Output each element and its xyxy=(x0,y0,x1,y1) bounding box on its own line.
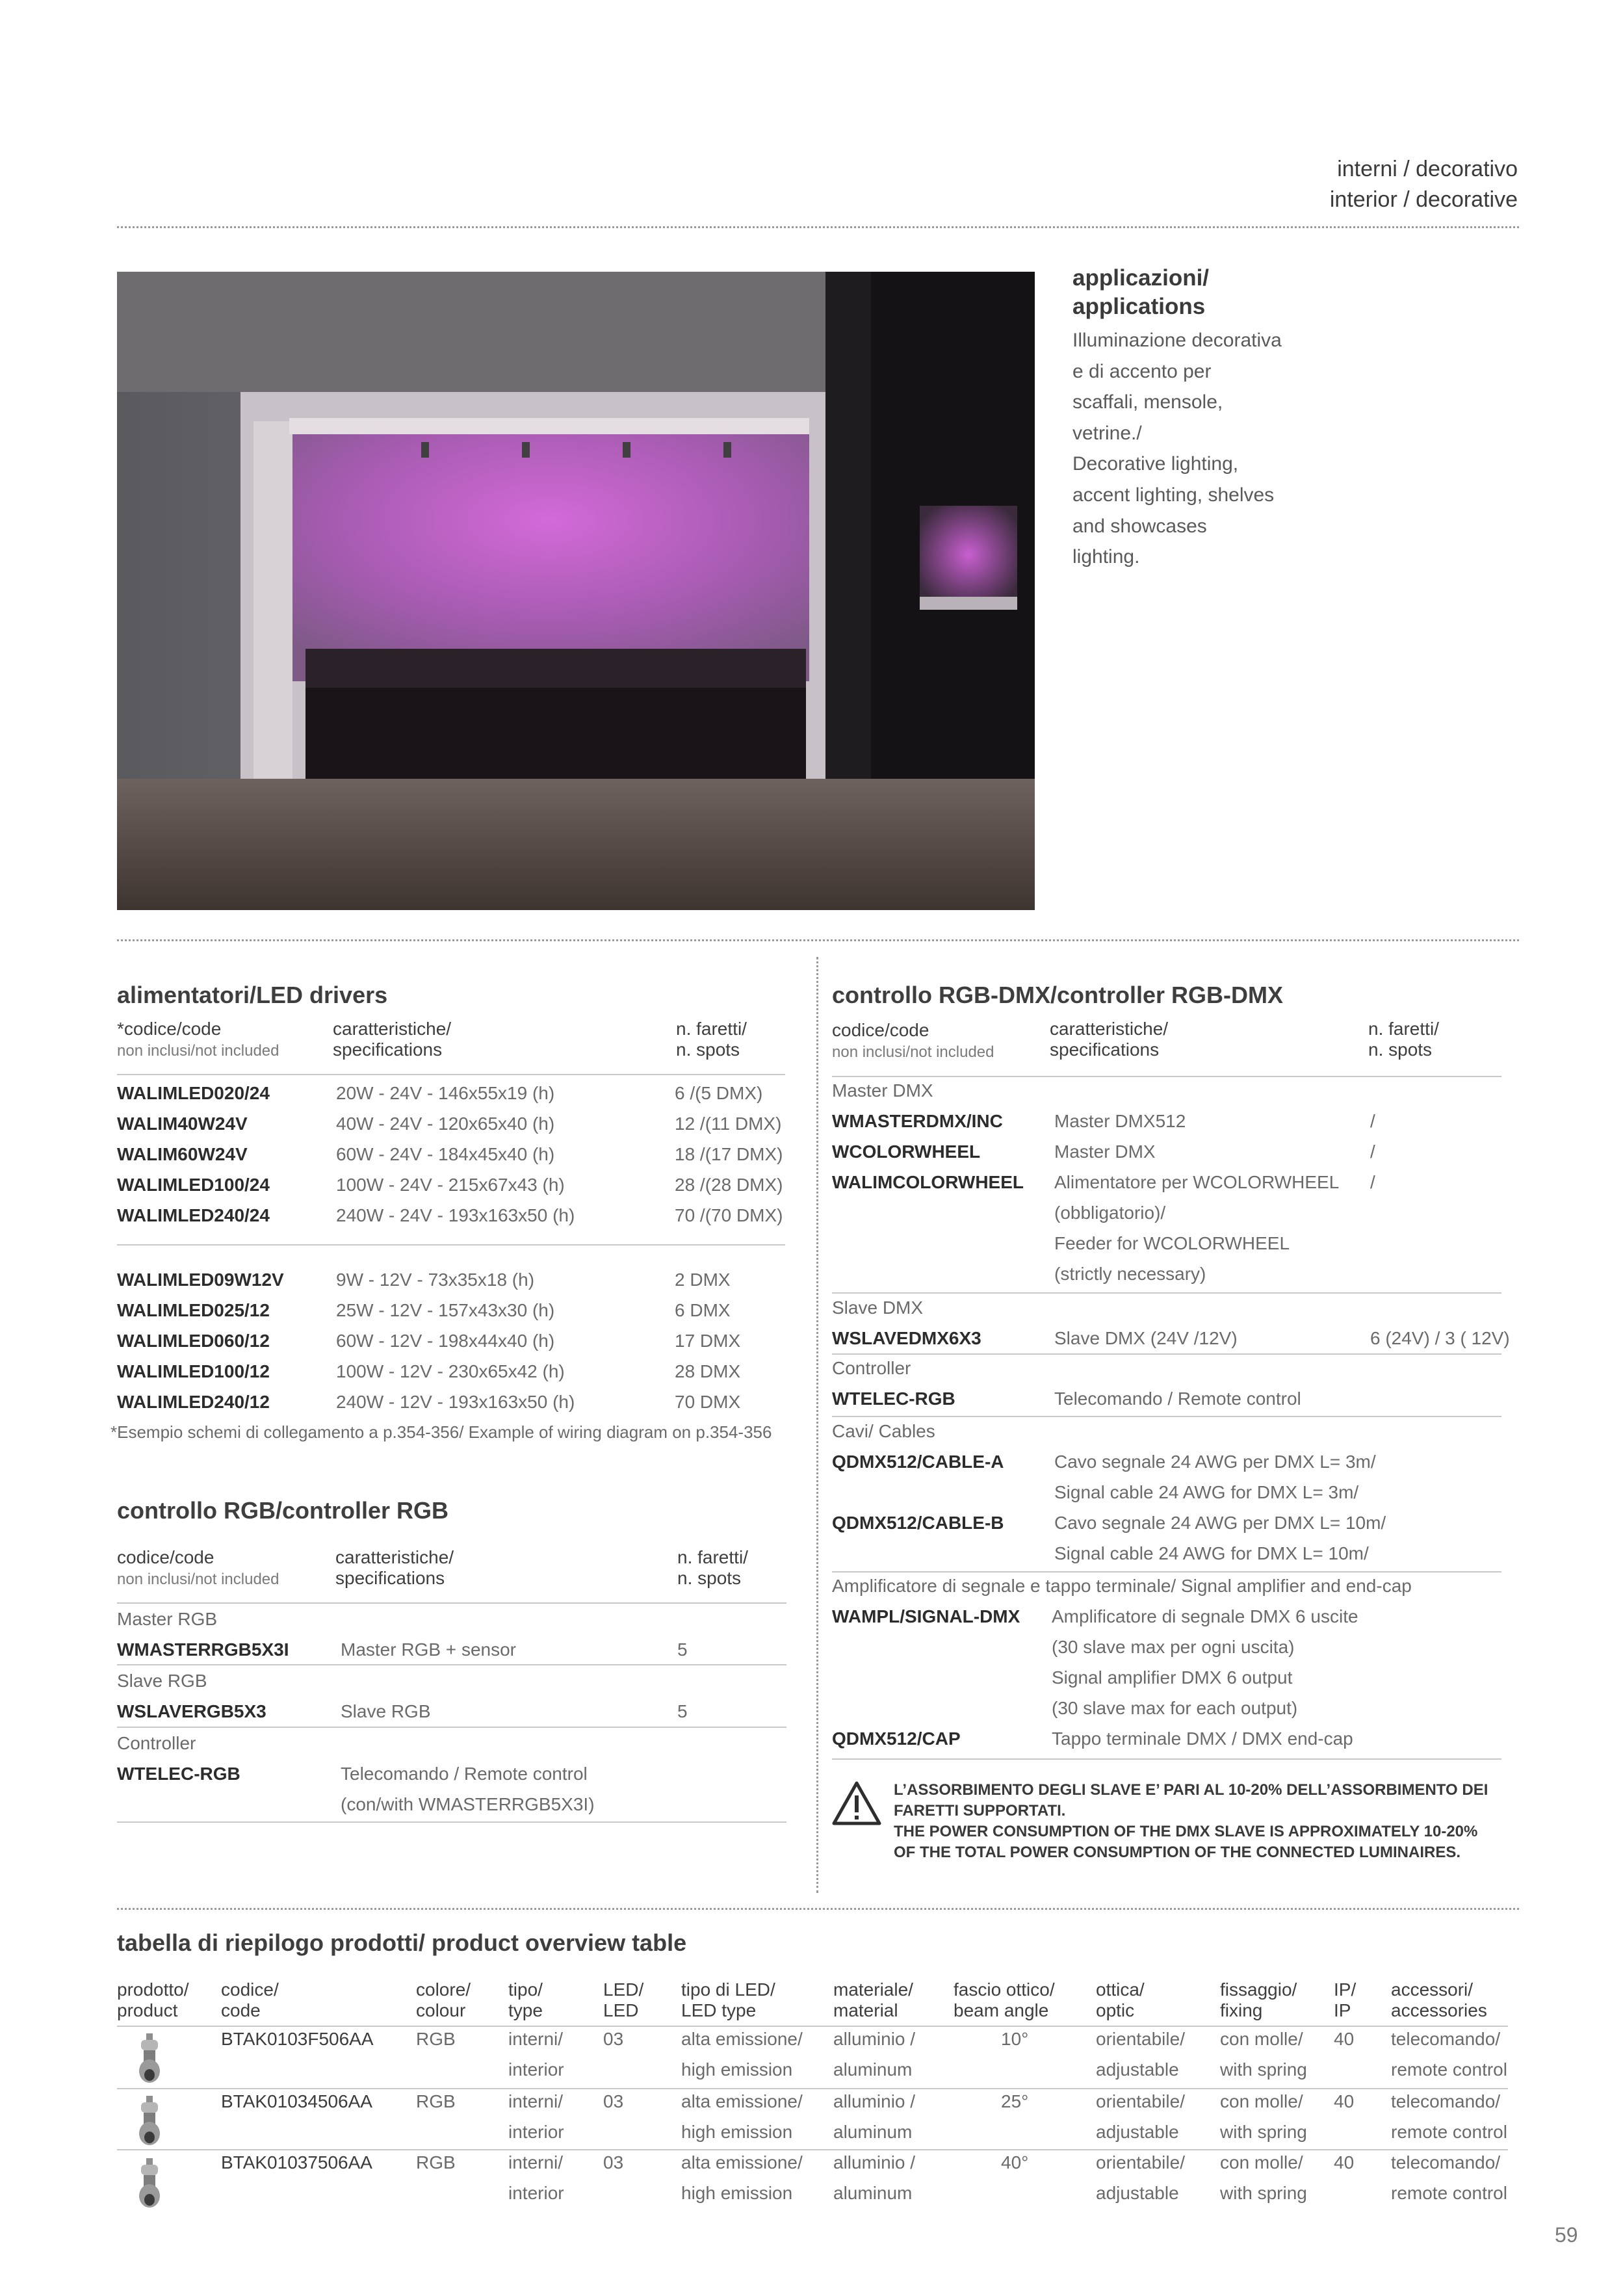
rgb-spots-header xyxy=(677,1547,748,1589)
dmx-group-rule xyxy=(832,1292,1501,1294)
spec-value: Signal cable 24 AWG for DMX L= 3m/ xyxy=(1054,1482,1359,1502)
led-value: 03 xyxy=(603,2029,624,2049)
rgb-group-rule xyxy=(117,1664,786,1665)
accessories-value: remote control xyxy=(1391,2122,1507,2142)
spec-value: Slave DMX (24V /12V) xyxy=(1054,1328,1238,1348)
rgb-spots-label-en: n. spots xyxy=(677,1568,742,1588)
fixing-value: con molle/ xyxy=(1220,2152,1303,2172)
col-header-code xyxy=(221,1979,279,2021)
wiring-diagram-note: *Esempio schemi di collegamento a p.354-356/ Example of wiring diagram on p.354-356 xyxy=(110,1422,772,1442)
spec-value: (30 slave max for each output) xyxy=(1052,1698,1298,1718)
optic-value: orientabile/ xyxy=(1096,2091,1185,2111)
ip-value: 40 xyxy=(1334,2152,1355,2172)
group-label: Master DMX xyxy=(832,1080,933,1101)
col-header-line: LED type xyxy=(681,2000,757,2020)
drivers-spec-label: caratteristiche/ xyxy=(333,1019,452,1039)
col-header-line: codice/ xyxy=(221,1979,279,2000)
col-header-line: accessories xyxy=(1391,2000,1487,2020)
col-header-line: LED xyxy=(603,2000,639,2020)
dmx-spec-header xyxy=(1050,1019,1168,1060)
applications-line: Decorative lighting, xyxy=(1072,453,1239,475)
dmx-spec-label-en: specifications xyxy=(1050,1039,1160,1060)
beam-angle-value: 25° xyxy=(1001,2091,1029,2111)
material-value: alluminio / xyxy=(833,2091,916,2111)
spec-value: Telecomando / Remote control xyxy=(341,1764,588,1784)
category-header xyxy=(1330,154,1518,215)
rgb-spec-label: caratteristiche/ xyxy=(335,1547,454,1567)
spec-value: Master DMX xyxy=(1054,1141,1156,1162)
product-code: BTAK01034506AA xyxy=(221,2091,372,2111)
col-header-line: tipo di LED/ xyxy=(681,1979,775,2000)
spots-value: 6 /(5 DMX) xyxy=(675,1083,763,1103)
page-number: 59 xyxy=(1555,2223,1578,2247)
col-header-product xyxy=(117,1979,189,2021)
fixing-value: with spring xyxy=(1220,2059,1307,2080)
spec-value: Cavo segnale 24 AWG per DMX L= 10m/ xyxy=(1054,1513,1386,1533)
group-label: Master RGB xyxy=(117,1609,218,1629)
warning-text xyxy=(894,1780,1488,1863)
product-code: WCOLORWHEEL xyxy=(832,1141,981,1162)
spec-value: Signal cable 24 AWG for DMX L= 10m/ xyxy=(1054,1543,1369,1563)
spec-value: 20W - 24V - 146x55x19 (h) xyxy=(336,1083,555,1103)
product-code: WSLAVEDMX6X3 xyxy=(832,1328,981,1348)
fixing-value: with spring xyxy=(1220,2122,1307,2142)
led-value: 03 xyxy=(603,2091,624,2111)
product-code: WAMPL/SIGNAL-DMX xyxy=(832,1606,1020,1626)
spec-value: (con/with WMASTERRGB5X3I) xyxy=(341,1794,595,1814)
type-value: interior xyxy=(508,2183,564,2203)
col-header-ip xyxy=(1334,1979,1356,2021)
col-header-line: colour xyxy=(416,2000,466,2020)
applications-title-en: applications xyxy=(1072,294,1206,319)
optic-value: orientabile/ xyxy=(1096,2152,1185,2172)
product-code: WALIMLED240/12 xyxy=(117,1392,270,1412)
drivers-group-rule xyxy=(117,1244,785,1246)
col-header-optic xyxy=(1096,1979,1145,2021)
col-header-led-type xyxy=(681,1979,775,2021)
col-header-line: accessori/ xyxy=(1391,1979,1474,2000)
product-code: QDMX512/CABLE-B xyxy=(832,1513,1004,1533)
spec-value: Alimentatore per WCOLORWHEEL xyxy=(1054,1172,1340,1192)
spec-value: Tappo terminale DMX / DMX end-cap xyxy=(1052,1729,1353,1749)
led-type-value: high emission xyxy=(681,2059,793,2080)
col-header-line: colore/ xyxy=(416,1979,471,2000)
spots-value: 70 DMX xyxy=(675,1392,741,1412)
spec-value: 240W - 24V - 193x163x50 (h) xyxy=(336,1205,575,1225)
spots-value: 28 /(28 DMX) xyxy=(675,1175,783,1195)
dmx-code-sub: non inclusi/not included xyxy=(832,1043,994,1061)
warning-line: L’ASSORBIMENTO DEGLI SLAVE E’ PARI AL 10-20% DELL’ASSORBIMENTO DEI xyxy=(894,1781,1488,1799)
applications-block xyxy=(1072,264,1306,573)
rgb-header-rule xyxy=(117,1602,786,1604)
beam-angle-value: 40° xyxy=(1001,2152,1029,2172)
optic-value: orientabile/ xyxy=(1096,2029,1185,2049)
category-italian: interni / decorativo xyxy=(1337,157,1518,181)
group-label: Slave DMX xyxy=(832,1298,924,1318)
rgb-bottom-rule xyxy=(117,1821,786,1823)
led-type-value: alta emissione/ xyxy=(681,2029,803,2049)
col-header-line: code xyxy=(221,2000,261,2020)
drivers-title: alimentatori/LED drivers xyxy=(117,982,388,1008)
rgb-spec-header xyxy=(335,1547,454,1589)
dmx-group-rule xyxy=(832,1353,1501,1355)
drivers-spec-header xyxy=(333,1019,451,1060)
drivers-code-header xyxy=(117,1019,279,1062)
type-value: interni/ xyxy=(508,2152,564,2172)
applications-line: e di accento per xyxy=(1072,360,1212,382)
spec-value: Master DMX512 xyxy=(1054,1111,1186,1131)
dmx-spots-label-en: n. spots xyxy=(1368,1039,1433,1060)
warning-line: OF THE TOTAL POWER CONSUMPTION OF THE CONNECTED LUMINAIRES. xyxy=(894,1844,1461,1861)
product-code: WTELEC-RGB xyxy=(832,1389,955,1409)
material-value: alluminio / xyxy=(833,2029,916,2049)
spots-value: 17 DMX xyxy=(675,1331,741,1351)
product-code: WALIMLED240/24 xyxy=(117,1205,270,1225)
spec-value: Amplificatore di segnale DMX 6 uscite xyxy=(1052,1606,1358,1626)
rgb-spec-label-en: specifications xyxy=(335,1568,445,1588)
overview-title: tabella di riepilogo prodotti/ product overview table xyxy=(117,1929,687,1956)
material-value: aluminum xyxy=(833,2059,913,2080)
col-header-colour xyxy=(416,1979,471,2021)
rgb-group-rule xyxy=(117,1727,786,1728)
led-type-value: alta emissione/ xyxy=(681,2091,803,2111)
accessories-value: telecomando/ xyxy=(1391,2029,1501,2049)
drivers-spec-label-en: specifications xyxy=(333,1039,443,1060)
colour-value: RGB xyxy=(416,2152,456,2172)
applications-text xyxy=(1072,325,1306,573)
header-divider xyxy=(117,226,1519,228)
applications-line: accent lighting, shelves xyxy=(1072,484,1275,506)
product-code: BTAK01037506AA xyxy=(221,2152,372,2172)
spots-value: 12 /(11 DMX) xyxy=(675,1114,782,1134)
drivers-code-label: *codice/code xyxy=(117,1019,222,1039)
spots-value: 5 xyxy=(677,1639,688,1660)
warning-line: THE POWER CONSUMPTION OF THE DMX SLAVE IS APPROXIMATELY 10-20% xyxy=(894,1823,1478,1840)
product-code: WMASTERDMX/INC xyxy=(832,1111,1003,1131)
rgb-spots-label: n. faretti/ xyxy=(677,1547,748,1567)
material-value: aluminum xyxy=(833,2183,913,2203)
product-code: WALIMLED025/12 xyxy=(117,1300,270,1320)
spots-value: 70 /(70 DMX) xyxy=(675,1205,783,1225)
product-code: WALIMCOLORWHEEL xyxy=(832,1172,1024,1192)
col-header-line: product xyxy=(117,2000,178,2020)
colour-value: RGB xyxy=(416,2029,456,2049)
accessories-value: remote control xyxy=(1391,2059,1507,2080)
spots-value: 5 xyxy=(677,1701,688,1721)
product-code: WALIMLED100/12 xyxy=(117,1361,270,1381)
dmx-title: controllo RGB-DMX/controller RGB-DMX xyxy=(832,982,1283,1008)
led-value: 03 xyxy=(603,2152,624,2172)
spec-value: 25W - 12V - 157x43x30 (h) xyxy=(336,1300,555,1320)
spots-value: 2 DMX xyxy=(675,1270,731,1290)
applications-title-it: applicazioni/ xyxy=(1072,265,1210,291)
col-header-line: fixing xyxy=(1220,2000,1263,2020)
spec-value: 100W - 12V - 230x65x42 (h) xyxy=(336,1361,565,1381)
spec-value: Telecomando / Remote control xyxy=(1054,1389,1301,1409)
col-header-line: beam angle xyxy=(954,2000,1049,2020)
rgb-title: controllo RGB/controller RGB xyxy=(117,1497,449,1524)
col-header-beam-angle xyxy=(954,1979,1055,2021)
applications-line: scaffali, mensole, xyxy=(1072,391,1223,413)
type-value: interni/ xyxy=(508,2029,564,2049)
col-header-line: prodotto/ xyxy=(117,1979,189,2000)
spots-value: 18 /(17 DMX) xyxy=(675,1144,783,1164)
optic-value: adjustable xyxy=(1096,2122,1179,2142)
product-code: WSLAVERGB5X3 xyxy=(117,1701,266,1721)
drivers-spots-label: n. faretti/ xyxy=(676,1019,747,1039)
material-value: aluminum xyxy=(833,2122,913,2142)
col-header-led xyxy=(603,1979,643,2021)
rgb-code-sub: non inclusi/not included xyxy=(117,1571,279,1588)
spec-value: 60W - 24V - 184x45x40 (h) xyxy=(336,1144,555,1164)
beam-angle-value: 10° xyxy=(1001,2029,1029,2049)
dmx-spots-header xyxy=(1368,1019,1439,1060)
rgb-code-header xyxy=(117,1547,279,1590)
product-code: BTAK0103F506AA xyxy=(221,2029,374,2049)
applications-line: Illuminazione decorativa xyxy=(1072,330,1282,351)
spotlight-thumbnail xyxy=(133,2093,166,2150)
group-label: Amplificatore di segnale e tappo terminale/ Signal amplifier and end-cap xyxy=(832,1576,1412,1596)
col-header-line: LED/ xyxy=(603,1979,644,2000)
colour-value: RGB xyxy=(416,2091,456,2111)
spots-value: 6 (24V) / 3 ( 12V) xyxy=(1370,1328,1510,1348)
spotlight-thumbnail xyxy=(133,2156,166,2213)
spots-value: 28 DMX xyxy=(675,1361,741,1381)
spec-value: Signal amplifier DMX 6 output xyxy=(1052,1667,1293,1688)
dmx-spots-label: n. faretti/ xyxy=(1368,1019,1439,1039)
col-header-fixing xyxy=(1220,1979,1297,2021)
warning-line: FARETTI SUPPORTATI. xyxy=(894,1802,1066,1820)
drivers-spots-header xyxy=(676,1019,747,1060)
spots-value: 6 DMX xyxy=(675,1300,731,1320)
applications-line: lighting. xyxy=(1072,546,1140,568)
group-label: Cavi/ Cables xyxy=(832,1421,935,1441)
col-header-line: IP/ xyxy=(1334,1979,1357,2000)
col-header-line: fascio ottico/ xyxy=(954,1979,1055,2000)
spots-value: / xyxy=(1370,1172,1375,1192)
drivers-code-sub: non inclusi/not included xyxy=(117,1042,279,1060)
spotlight-thumbnail xyxy=(133,2031,166,2088)
col-header-accessories xyxy=(1391,1979,1487,2021)
rgb-code-label: codice/code xyxy=(117,1547,214,1567)
col-header-line: optic xyxy=(1096,2000,1135,2020)
ip-value: 40 xyxy=(1334,2029,1355,2049)
optic-value: adjustable xyxy=(1096,2183,1179,2203)
product-code: WALIMLED020/24 xyxy=(117,1083,270,1103)
spec-value: Master RGB + sensor xyxy=(341,1639,516,1660)
group-label: Slave RGB xyxy=(117,1671,207,1691)
group-label: Controller xyxy=(832,1358,911,1378)
type-value: interior xyxy=(508,2122,564,2142)
spec-value: (strictly necessary) xyxy=(1054,1264,1206,1284)
applications-line: vetrine./ xyxy=(1072,422,1142,444)
type-value: interni/ xyxy=(508,2091,564,2111)
product-code: WMASTERRGB5X3I xyxy=(117,1639,289,1660)
fixing-value: with spring xyxy=(1220,2183,1307,2203)
col-header-line: materiale/ xyxy=(833,1979,913,2000)
section-divider xyxy=(117,939,1519,941)
col-header-line: type xyxy=(508,2000,543,2020)
accessories-value: telecomando/ xyxy=(1391,2091,1501,2111)
product-code: WALIMLED060/12 xyxy=(117,1331,270,1351)
spec-value: 100W - 24V - 215x67x43 (h) xyxy=(336,1175,565,1195)
spec-value: Feeder for WCOLORWHEEL xyxy=(1054,1233,1290,1253)
dmx-code-label: codice/code xyxy=(832,1020,929,1040)
led-type-value: alta emissione/ xyxy=(681,2152,803,2172)
col-header-line: ottica/ xyxy=(1096,1979,1145,2000)
spec-value: 60W - 12V - 198x44x40 (h) xyxy=(336,1331,555,1351)
spec-value: Cavo segnale 24 AWG per DMX L= 3m/ xyxy=(1054,1452,1376,1472)
product-code: WALIMLED09W12V xyxy=(117,1270,284,1290)
spec-value: (obbligatorio)/ xyxy=(1054,1203,1166,1223)
dmx-spec-label: caratteristiche/ xyxy=(1050,1019,1169,1039)
product-code: QDMX512/CAP xyxy=(832,1729,961,1749)
applications-line: and showcases xyxy=(1072,515,1207,537)
col-header-line: material xyxy=(833,2000,898,2020)
dmx-code-header xyxy=(832,1020,994,1063)
product-code: WALIM60W24V xyxy=(117,1144,248,1164)
group-label: Controller xyxy=(117,1733,196,1753)
col-header-type xyxy=(508,1979,543,2021)
warning-icon xyxy=(832,1781,881,1825)
spec-value: 40W - 24V - 120x65x40 (h) xyxy=(336,1114,555,1134)
category-english: interior / decorative xyxy=(1329,187,1518,212)
led-type-value: high emission xyxy=(681,2122,793,2142)
product-code: WTELEC-RGB xyxy=(117,1764,240,1784)
dmx-bottom-rule xyxy=(832,1758,1501,1760)
drivers-spots-label-en: n. spots xyxy=(676,1039,740,1060)
product-code: QDMX512/CABLE-A xyxy=(832,1452,1004,1472)
spec-value: 240W - 12V - 193x163x50 (h) xyxy=(336,1392,575,1412)
column-divider xyxy=(816,957,818,1893)
fixing-value: con molle/ xyxy=(1220,2029,1303,2049)
col-header-line: fissaggio/ xyxy=(1220,1979,1297,2000)
spec-value: Slave RGB xyxy=(341,1701,431,1721)
ip-value: 40 xyxy=(1334,2091,1355,2111)
led-type-value: high emission xyxy=(681,2183,793,2203)
type-value: interior xyxy=(508,2059,564,2080)
spots-value: / xyxy=(1370,1111,1375,1131)
col-header-line: tipo/ xyxy=(508,1979,543,2000)
interior-photo xyxy=(117,272,1035,910)
col-header-line: IP xyxy=(1334,2000,1351,2020)
spec-value: (30 slave max per ogni uscita) xyxy=(1052,1637,1295,1657)
spots-value: / xyxy=(1370,1141,1375,1162)
product-code: WALIM40W24V xyxy=(117,1114,248,1134)
optic-value: adjustable xyxy=(1096,2059,1179,2080)
spec-value: 9W - 12V - 73x35x18 (h) xyxy=(336,1270,535,1290)
col-header-material xyxy=(833,1979,913,2021)
product-code: WALIMLED100/24 xyxy=(117,1175,270,1195)
accessories-value: telecomando/ xyxy=(1391,2152,1501,2172)
fixing-value: con molle/ xyxy=(1220,2091,1303,2111)
accessories-value: remote control xyxy=(1391,2183,1507,2203)
drivers-header-rule xyxy=(117,1074,785,1075)
material-value: alluminio / xyxy=(833,2152,916,2172)
overview-divider xyxy=(117,1908,1519,1910)
